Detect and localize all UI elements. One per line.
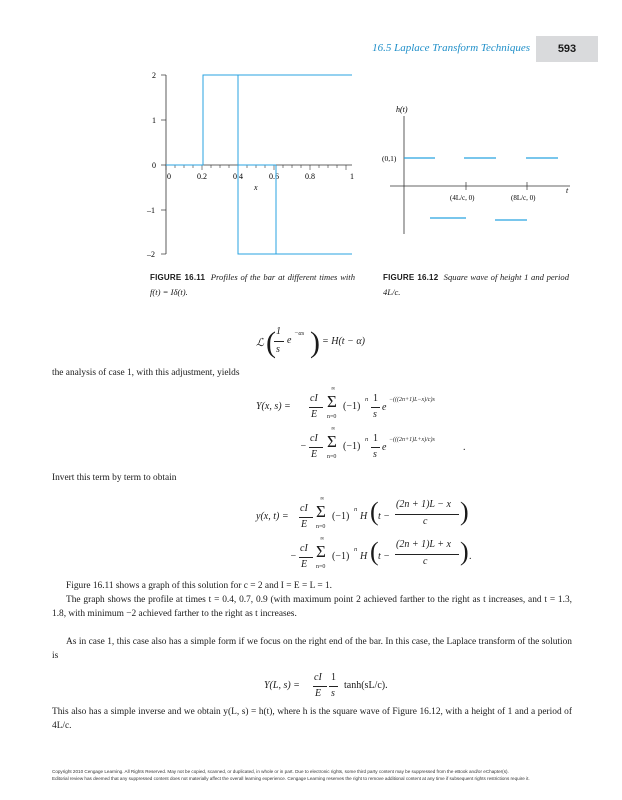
- numerator-2: (2n + 1)L + x: [396, 539, 451, 550]
- E-den: E: [311, 409, 318, 420]
- figure-16-11-caption: [150, 270, 355, 299]
- neg-one-2: (−1): [332, 551, 350, 562]
- frac-bar-4: [395, 554, 459, 555]
- sum-top-2: ∞: [320, 536, 325, 542]
- t-axis-label: t: [566, 186, 569, 195]
- lhs: y(x, t) =: [256, 511, 289, 522]
- minus: −: [290, 551, 297, 562]
- x-tick-0.6: 0.6: [269, 172, 279, 181]
- frac-bar-4: [371, 447, 380, 448]
- caption-text: Profiles of the bar at different times with f(t) = Iδ(t).: [150, 272, 355, 297]
- neg-one-exp-2: n: [365, 436, 369, 443]
- s-den-2: s: [373, 449, 377, 460]
- neg-one-exp: n: [365, 396, 369, 403]
- paren-open: (: [266, 326, 276, 359]
- caption-text: Square wave of height 1 and period 4L/c.: [383, 272, 570, 297]
- exp-base: e: [382, 402, 387, 413]
- figure-16-12-caption: [383, 270, 569, 299]
- page-number: 593: [536, 36, 598, 62]
- sum-sign: Σ: [327, 392, 337, 411]
- laplace-symbol: ℒ: [256, 337, 264, 349]
- paragraph-profile: The graph shows the profile at times t = 0.4, 0.7, 0.9 (with maximum point 2 achieved farther to the right as t increases, and t = 1.3, 1.8, with minimum −2 achieved farther to the right as t increases.: [52, 595, 572, 619]
- E-den: E: [301, 519, 308, 530]
- sum-sign: Σ: [316, 502, 326, 521]
- lhs: Y(L, s) =: [264, 680, 300, 691]
- one-num: 1: [331, 672, 336, 683]
- t-minus-2: t −: [378, 551, 391, 562]
- figure-16-11-plot: [130, 66, 360, 262]
- frac-bar: [313, 686, 327, 687]
- denominator-1: c: [423, 516, 428, 527]
- E-den-2: E: [301, 559, 308, 570]
- exp-power-1: −(((2n+1)L−x)/c)s: [389, 397, 435, 403]
- neg-one: (−1): [343, 401, 361, 412]
- frac-bar: [299, 517, 313, 518]
- x-axis-label: x: [254, 183, 258, 192]
- rhs: tanh(sL/c).: [344, 680, 388, 691]
- cI-num: cI: [300, 503, 308, 514]
- exp-base: e: [287, 335, 292, 346]
- sum-bot-2: n=0: [327, 454, 337, 460]
- exp-power: −αs: [294, 330, 305, 337]
- paren-close: ): [460, 497, 469, 526]
- s-den: s: [331, 688, 335, 699]
- paren-open-2: (: [370, 537, 379, 566]
- x-tick-0.2: 0.2: [197, 172, 207, 181]
- paragraph-analysis: the analysis of case 1, with this adjustment, yields: [52, 368, 240, 378]
- copyright-footer: [52, 768, 572, 782]
- Y-L-s-equation: [264, 670, 444, 704]
- paren-open: (: [370, 497, 379, 526]
- heaviside-2: H: [360, 551, 368, 562]
- y-tick-neg1: –1: [147, 206, 155, 215]
- section-title: 16.5 Laplace Transform Techniques: [372, 42, 530, 54]
- Y-x-s-equation: [256, 384, 476, 464]
- rhs: = H(t − α): [322, 336, 365, 347]
- x-tick-0.4: 0.4: [233, 172, 243, 181]
- neg-one-exp: n: [354, 506, 358, 513]
- y-tick-2: 2: [152, 71, 156, 80]
- minus: −: [300, 441, 307, 452]
- profile-positive: [166, 75, 352, 165]
- footer-line-2: Editorial review has deemed that any suppressed content does not materially affect the overall learning experience. Cengage Learning reserves the right to remove additional content at any time if subsequent rights restrictions require it.: [52, 776, 530, 781]
- frac-bar: [309, 407, 323, 408]
- sum-top-2: ∞: [331, 426, 336, 432]
- frac-den: s: [276, 344, 280, 355]
- exp-base-2: e: [382, 442, 387, 453]
- y-tick-neg2: –2: [147, 250, 155, 259]
- laplace-shift-equation: [256, 324, 436, 364]
- frac-bar-2: [395, 514, 459, 515]
- caption-label: FIGURE 16.12: [383, 273, 439, 282]
- sum-bot-2: n=0: [316, 564, 326, 570]
- lhs: Y(x, s) =: [256, 401, 291, 412]
- numerator-1: (2n + 1)L − x: [396, 499, 451, 510]
- paragraph-case: As in case 1, this case also has a simple form if we focus on the right end of the bar. In this case, the Laplace transform of the solution is: [52, 637, 572, 661]
- x-tick-1: 1: [350, 172, 354, 181]
- sum-sign-2: Σ: [327, 432, 337, 451]
- y-tick-0: 0: [152, 161, 156, 170]
- tick-8L-c: (8L/c, 0): [511, 194, 536, 202]
- paren-close-2: ): [460, 537, 469, 566]
- frac-bar: [274, 341, 284, 342]
- heaviside: H: [360, 511, 368, 522]
- cI-num-2: cI: [310, 433, 318, 444]
- tick-4L-c: (4L/c, 0): [450, 194, 475, 202]
- neg-one-exp-2: n: [354, 546, 358, 553]
- footer-line-1: Copyright 2010 Cengage Learning. All Rights Reserved. May not be copied, scanned, or duplicated, in whole or in part. Due to electronic rights, some third party content may be suppressed from the eBook and/or eChapter(s).: [52, 769, 509, 774]
- x-tick-0: 0: [167, 172, 171, 181]
- paragraph-invert: Invert this term by term to obtain: [52, 473, 177, 483]
- sum-bot: n=0: [327, 414, 337, 420]
- E-den-2: E: [311, 449, 318, 460]
- level-label: (0,1): [382, 154, 397, 163]
- period: .: [463, 442, 466, 453]
- sum-top: ∞: [320, 496, 325, 502]
- one-num-2: 1: [373, 433, 378, 444]
- x-tick-0.8: 0.8: [305, 172, 315, 181]
- frac-bar-3: [299, 557, 313, 558]
- frac-bar-2: [329, 686, 338, 687]
- cI-num: cI: [314, 672, 322, 683]
- s-den: s: [373, 409, 377, 420]
- exp-power-2: −(((2n+1)L+x)/c)s: [389, 437, 435, 443]
- y-tick-1: 1: [152, 116, 156, 125]
- frac-bar-3: [309, 447, 323, 448]
- period: .: [469, 551, 472, 562]
- sum-sign-2: Σ: [316, 542, 326, 561]
- paragraph-figure-ref: Figure 16.11 shows a graph of this solution for c = 2 and I = E = L = 1.: [66, 581, 332, 591]
- E-den: E: [315, 688, 322, 699]
- running-header: [0, 34, 622, 64]
- neg-one: (−1): [332, 511, 350, 522]
- cI-num: cI: [310, 393, 318, 404]
- sum-bot: n=0: [316, 524, 326, 530]
- paren-close: ): [310, 326, 320, 359]
- sum-top: ∞: [331, 386, 336, 392]
- y-x-t-equation: [256, 494, 476, 574]
- one-num: 1: [373, 393, 378, 404]
- h-t-label: h(t): [396, 105, 408, 114]
- neg-one-2: (−1): [343, 441, 361, 452]
- caption-label: FIGURE 16.11: [150, 273, 206, 282]
- figure-16-12-plot: [370, 98, 580, 238]
- paragraph-inverse: This also has a simple inverse and we obtain y(L, s) = h(t), where h is the square wave of Figure 16.12, with a height of 1 and a period of 4L/c.: [52, 707, 572, 731]
- denominator-2: c: [423, 556, 428, 567]
- frac-num: 1: [276, 326, 281, 337]
- frac-bar-2: [371, 407, 380, 408]
- t-minus: t −: [378, 511, 391, 522]
- cI-num-2: cI: [300, 543, 308, 554]
